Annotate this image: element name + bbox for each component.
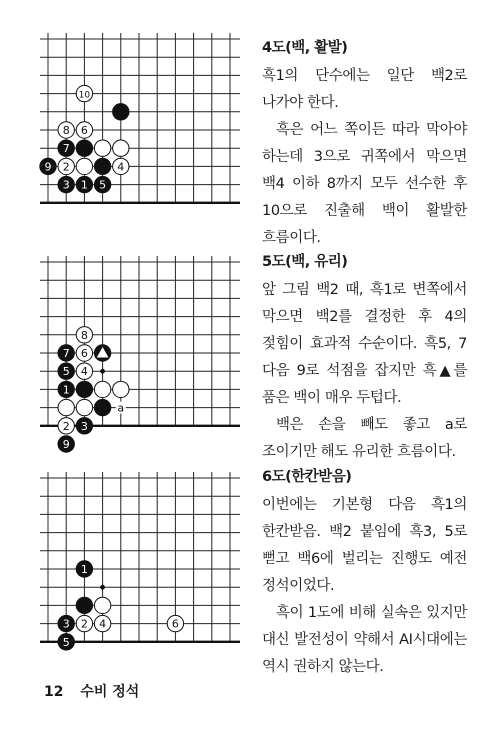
black-stone xyxy=(76,597,92,613)
figure-4-text xyxy=(262,37,467,252)
stone-number: 2 xyxy=(62,419,70,433)
white-stone xyxy=(94,381,110,397)
stone-number: 4 xyxy=(80,365,88,379)
page-footer xyxy=(44,681,139,701)
paragraph: 이번에는 기본형 다음 흑1의 한칸받음. 백2 붙임에 흑3, 5로 뻗고 백6에 벌리는 진행도 예전 정석이었다. xyxy=(262,497,467,594)
stone-number: 5 xyxy=(62,365,70,379)
stone-number: 7 xyxy=(62,347,70,360)
stone-number: 1 xyxy=(62,383,70,397)
figure-5-text xyxy=(262,251,467,466)
section-name: 수비 정석 xyxy=(80,684,140,700)
stone-number: 9 xyxy=(62,438,70,451)
black-stone xyxy=(76,140,92,156)
stone-number: 4 xyxy=(117,160,125,174)
white-stone xyxy=(76,399,92,415)
stone-number: 1 xyxy=(80,178,88,192)
white-stone xyxy=(94,597,110,613)
stone-number: 6 xyxy=(171,617,179,631)
stone-number: 3 xyxy=(80,419,88,433)
board-svg xyxy=(40,33,245,218)
paragraph: 흑1의 단수에는 일단 백2로 나가야 한다. xyxy=(262,68,467,111)
stone-number: 9 xyxy=(44,160,52,174)
white-stone xyxy=(94,140,110,156)
star-point xyxy=(100,369,105,374)
white-stone xyxy=(76,158,92,174)
figure-title: 5도(백, 유리) xyxy=(262,254,348,270)
white-stone xyxy=(113,381,129,397)
paragraph: 흑이 1도에 비해 실속은 있지만 대신 발전성이 약해서 AI시대에는 역시 권하지 않는다. xyxy=(262,605,467,675)
stone-number: 8 xyxy=(62,124,70,137)
point-letter: a xyxy=(117,401,125,415)
stone-number: 2 xyxy=(62,160,70,174)
paragraph: 흑은 어느 쪽이든 따라 막아야 하는데 3으로 귀쪽에서 막으면 백4 이하 8까지 모두 선수한 후 10으로 진출해 백이 활발한 흐름이다. xyxy=(262,122,467,246)
stone-number: 2 xyxy=(80,617,88,631)
go-board-figure-5 xyxy=(40,256,245,451)
star-point xyxy=(100,585,105,590)
stone-number: 1 xyxy=(80,563,88,576)
stone-number: 3 xyxy=(62,178,70,192)
stone-number: 4 xyxy=(99,617,107,631)
paragraph: 백은 손을 빼도 좋고 a로 조이기만 해도 유리한 흐름이다. xyxy=(262,417,467,460)
stone-number: 6 xyxy=(80,347,88,360)
stone-number: 7 xyxy=(62,142,70,156)
white-stone xyxy=(113,140,129,156)
go-board-figure-4 xyxy=(40,33,245,218)
board-svg xyxy=(40,472,245,657)
stone-number: 5 xyxy=(62,635,70,649)
white-stone xyxy=(58,399,74,415)
go-board-figure-6 xyxy=(40,472,245,657)
paragraph: 앞 그림 백2 때, 흑1로 변쪽에서 막으면 백2를 결정한 후 4의 젖힘이 효과적 수순이다. 흑5, 7 다음 9로 석점을 잡지만 흑▲를 품은 백이 매우 두텁다. xyxy=(262,282,467,406)
stone-number: 3 xyxy=(62,617,70,631)
figure-title: 6도(한칸받음) xyxy=(262,469,352,485)
figure-title: 4도(백, 활발) xyxy=(262,40,348,56)
black-stone xyxy=(76,381,92,397)
page-number: 12 xyxy=(44,684,64,700)
stone-number: 5 xyxy=(99,178,107,192)
stone-number: 8 xyxy=(80,328,88,342)
black-stone xyxy=(113,104,129,120)
black-stone xyxy=(94,399,110,415)
figure-6-text xyxy=(262,466,467,681)
board-svg xyxy=(40,256,245,451)
stone-number: 6 xyxy=(80,124,88,137)
black-stone xyxy=(94,158,110,174)
stone-number: 10 xyxy=(78,90,91,101)
